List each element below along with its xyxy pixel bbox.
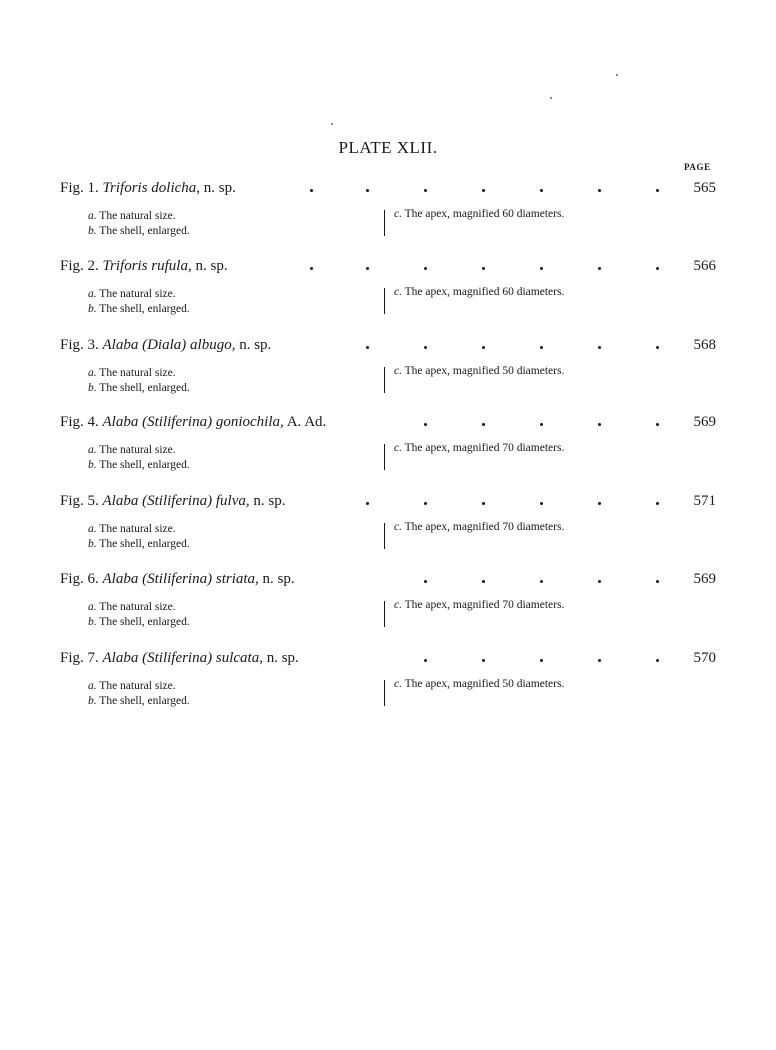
column-divider xyxy=(384,601,385,627)
figure-entry xyxy=(0,258,776,328)
species-suffix: n. sp. xyxy=(266,650,299,666)
item-b: b. The shell, enlarged. xyxy=(88,459,190,471)
subgenus-name: (Diala) xyxy=(142,337,187,353)
column-divider xyxy=(384,680,385,706)
item-a: a. The natural size. xyxy=(88,523,176,535)
figure-title xyxy=(60,180,236,197)
item-c: c. The apex, magnified 60 diameters. xyxy=(394,286,565,298)
figure-title xyxy=(60,258,228,275)
figure-entry xyxy=(0,414,776,484)
item-b: b. The shell, enlarged. xyxy=(88,616,190,628)
page-number: 566 xyxy=(693,258,716,274)
species-name: sulcata, xyxy=(215,650,263,666)
column-divider xyxy=(384,210,385,236)
item-a: a. The natural size. xyxy=(88,210,176,222)
genus-name: Alaba xyxy=(102,337,139,353)
item-c: c. The apex, magnified 70 diameters. xyxy=(394,442,565,454)
figure-line xyxy=(60,414,716,436)
print-speck xyxy=(550,97,552,99)
item-b: b. The shell, enlarged. xyxy=(88,303,190,315)
figure-entry xyxy=(0,337,776,407)
figure-line xyxy=(60,571,716,593)
species-suffix: A. Ad. xyxy=(286,414,327,430)
figure-line xyxy=(60,180,716,202)
item-c: c. The apex, magnified 70 diameters. xyxy=(394,599,565,611)
figure-title xyxy=(60,337,271,354)
species-name: dolicha, xyxy=(151,180,201,196)
genus-name: Alaba xyxy=(102,414,139,430)
item-a: a. The natural size. xyxy=(88,601,176,613)
figure-line xyxy=(60,258,716,280)
figure-line xyxy=(60,337,716,359)
figure-entry xyxy=(0,650,776,720)
item-a: a. The natural size. xyxy=(88,444,176,456)
page-number: 569 xyxy=(693,571,716,587)
species-name: fulva, xyxy=(215,493,250,509)
figure-label: Fig. 5. xyxy=(60,493,99,509)
page-number: 569 xyxy=(693,414,716,430)
figure-title xyxy=(60,493,285,510)
figure-label: Fig. 4. xyxy=(60,414,99,430)
genus-name: Alaba xyxy=(102,571,139,587)
column-divider xyxy=(384,288,385,314)
figure-label: Fig. 3. xyxy=(60,337,99,353)
item-b: b. The shell, enlarged. xyxy=(88,538,190,550)
print-speck xyxy=(331,123,333,125)
subgenus-name: (Stiliferina) xyxy=(142,571,213,587)
subgenus-name: (Stiliferina) xyxy=(142,414,213,430)
item-c: c. The apex, magnified 50 diameters. xyxy=(394,365,565,377)
page-number: 570 xyxy=(693,650,716,666)
page-number: 571 xyxy=(693,493,716,509)
subgenus-name: (Stiliferina) xyxy=(142,493,213,509)
page-number: 565 xyxy=(693,180,716,196)
figure-title xyxy=(60,414,326,431)
item-b: b. The shell, enlarged. xyxy=(88,695,190,707)
species-suffix: n. sp. xyxy=(239,337,272,353)
column-divider xyxy=(384,367,385,393)
genus-name: Triforis xyxy=(102,180,148,196)
item-c: c. The apex, magnified 70 diameters. xyxy=(394,521,565,533)
figure-entry xyxy=(0,571,776,641)
column-divider xyxy=(384,523,385,549)
figure-title xyxy=(60,571,295,588)
species-name: goniochila, xyxy=(215,414,284,430)
figure-entry xyxy=(0,180,776,250)
species-suffix: n. sp. xyxy=(203,180,236,196)
figure-label: Fig. 1. xyxy=(60,180,99,196)
figure-line xyxy=(60,493,716,515)
species-name: striata, xyxy=(215,571,259,587)
figure-label: Fig. 2. xyxy=(60,258,99,274)
figure-title xyxy=(60,650,299,667)
species-suffix: n. sp. xyxy=(253,493,286,509)
item-b: b. The shell, enlarged. xyxy=(88,225,190,237)
species-suffix: n. sp. xyxy=(195,258,228,274)
plate-title: PLATE XLII. xyxy=(338,138,438,157)
genus-name: Triforis xyxy=(102,258,148,274)
species-name: rufula, xyxy=(151,258,192,274)
item-c: c. The apex, magnified 60 diameters. xyxy=(394,208,565,220)
figure-label: Fig. 7. xyxy=(60,650,99,666)
page-column-heading: PAGE xyxy=(684,162,711,172)
item-a: a. The natural size. xyxy=(88,680,176,692)
genus-name: Alaba xyxy=(102,650,139,666)
item-a: a. The natural size. xyxy=(88,288,176,300)
species-suffix: n. sp. xyxy=(262,571,295,587)
item-b: b. The shell, enlarged. xyxy=(88,382,190,394)
print-speck xyxy=(616,74,618,76)
column-divider xyxy=(384,444,385,470)
item-c: c. The apex, magnified 50 diameters. xyxy=(394,678,565,690)
page-number: 568 xyxy=(693,337,716,353)
subgenus-name: (Stiliferina) xyxy=(142,650,213,666)
species-name: albugo, xyxy=(190,337,236,353)
figure-entry xyxy=(0,493,776,563)
figure-label: Fig. 6. xyxy=(60,571,99,587)
figure-line xyxy=(60,650,716,672)
item-a: a. The natural size. xyxy=(88,367,176,379)
genus-name: Alaba xyxy=(102,493,139,509)
